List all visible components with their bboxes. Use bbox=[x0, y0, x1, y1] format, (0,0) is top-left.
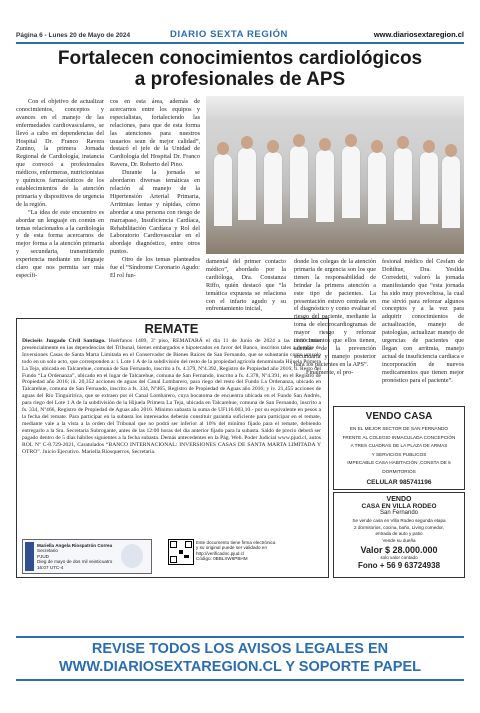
article-paragraph: cos en esta área, además de acercarnos entre los equipos y especialistas, fortaleciendo las relaciones, para que de esta forma las atenciones para nuestros usuarios sean de mejor calidad”, destacó el jefe de la Unidad de Cardiología del Hospital Dr. Franco Ravera, Dr. Roberto del Pino. bbox=[110, 98, 200, 169]
article-title-line1: Fortalecen conocimientos cardiológicos bbox=[57, 48, 423, 69]
ad-vendo-casa-villa-rodeo bbox=[333, 492, 465, 578]
banner-line2[interactable]: WWW.DIARIOSEXTAREGION.CL Y SOPORTE PAPEL bbox=[59, 659, 421, 675]
banner-bottom-rule bbox=[16, 679, 464, 681]
article-paragraph: Durante la jornada se abordaron diversas temáticas en relación al manejo de la Hipertensión Arterial Primaria, Arritmias lentas y rápidas, cómo abordar a una persona con riesgo de marcapaso, Insuficiencia Cardíaca, Rehabilitación Cardíaca y Rol del Laboratorio Cardiovascular en el abordaje diagnóstico, entre otros puntos. bbox=[110, 169, 200, 256]
website-link[interactable]: www.diariosextaregion.cl bbox=[373, 30, 464, 39]
article-paragraph: damental del primer contacto médico”, abordado por la cardióloga, Dra. Constanza Riffo, quién destacó que “la temática expuesta se relaciona con el infarto agudo y su enfrentamiento inicial, bbox=[206, 258, 286, 313]
ad-line: A TRES CUADRAS DE LA PLAZA DE ARMAS bbox=[350, 443, 448, 449]
ad-subtitle: CASA EN VILLA RODEO bbox=[361, 503, 437, 510]
doc-note-3[interactable]: http://verificadoc.pjud.cl bbox=[196, 550, 245, 556]
ad-title: VENDO CASA bbox=[365, 411, 433, 422]
article-title bbox=[16, 48, 464, 90]
article-title-line2: a profesionales de APS bbox=[134, 69, 346, 90]
article-paragraph: Con el objetivo de actualizar conocimientos, conceptos y avances en el manejo de las enfermedades cardiovasculares, se llevó a cabo en dependencias del Hospital Dr. Franco Ravera Zunino, la primera Jornada Regional de Cardiología, instancia que convocó a profesionales médicos, enfermeras, nutricionistas y químicos farmacéuticos de los establecimientos de la atención primaria y dispositivos de urgencia de la región. bbox=[16, 98, 104, 208]
ad-phone: CELULAR 985741196 bbox=[366, 478, 432, 486]
doc-code: Código: 0BBLXW6PBHM bbox=[196, 556, 248, 562]
document-validation-note bbox=[196, 540, 275, 562]
qr-code-icon bbox=[168, 539, 194, 565]
ad-line: IMPECABLE CASA HABITACIÓN ,CONSTA DE 6 DORMITORIOS bbox=[347, 460, 451, 474]
page-info: Página 6 - Lunes 20 de Mayo de 2024 bbox=[16, 32, 131, 39]
ad-phone: Fono + 56 9 63724938 bbox=[357, 561, 441, 571]
header-divider bbox=[16, 42, 464, 44]
article-paragraph: fesional médico del Cesfam de Doñihue, Dra. Yesilda Corredetti, valoró la jornada manifestando que “esta jornada ha sido muy provechosa, la cual me sirvió para reforzar algunos conceptos y a la vez para adquirir conocimientos de actualización, manejo de patologías, actualizar manejo de urgencias de pacientes que llegan con arritmia, manejo actual de insuficiencia cardiaca e incorporación de nuevos medicamentos que tienen mejor pronóstico para el paciente”. bbox=[382, 258, 464, 384]
signer-org: PJUD bbox=[37, 553, 49, 559]
signer-role: Secretario bbox=[37, 548, 58, 554]
ad-line: 2 dormitorios, cocina, baño, Living comedor, bbox=[354, 524, 444, 530]
signature-stripe bbox=[25, 542, 34, 571]
article-paragraph: “La idea de este encuentro es abordar un lenguaje en común en temas relacionados a la cardiología y de esta forma acercarnos de mejor forma a la atención primaria y secundaria, transmitiendo experiencia mediante un lenguaje claro que nos permita ser más específi- bbox=[16, 208, 104, 279]
article-paragraph: donde los colegas de la atención primaria de urgencia son los que tienen la responsabilidad de brindar la primera atención a este tipo de pacientes. La presentación estuvo centrada en el diagnóstico y como evaluar el riesgo del paciente, mediante la toma de electrocardiogramas de mayor riesgo y reforzar conocimientos que ellos tienen, además de la prevención secundaria y manejo posterior para los pacientes en la APS”. bbox=[294, 258, 376, 368]
remate-lead: Dieciséis Juzgado Civil Santiago. bbox=[22, 338, 106, 344]
banner-line1: REVISE TODOS LOS AVISOS LEGALES EN bbox=[91, 641, 389, 657]
doc-note-1: Este documento tiene firma electrónica bbox=[196, 540, 276, 545]
electronic-signature-box bbox=[22, 539, 152, 574]
doctors-group-photo bbox=[206, 96, 464, 254]
ad-line: Y SERVICIOS PUBLICOS bbox=[371, 451, 427, 457]
article-column-5 bbox=[382, 258, 464, 385]
doc-note-2: y su original puede ser validado en bbox=[196, 545, 267, 551]
signer-name: Mariella Angela Riospatrón Correa bbox=[37, 543, 113, 548]
banner-top-rule bbox=[16, 636, 464, 638]
ad-line: Vende su dueña bbox=[382, 537, 416, 543]
ad-city: San Fernando bbox=[379, 510, 419, 516]
legal-notices-banner bbox=[16, 640, 464, 676]
article-column-2 bbox=[110, 98, 200, 280]
article-column-3 bbox=[206, 258, 286, 313]
ad-price: Valor $ 28.000.000 bbox=[360, 545, 438, 556]
article-paragraph: Otro de los temas planteados fue el “Síndrome Coronario Agudo: El rol fun- bbox=[110, 256, 200, 279]
ad-line: entrada de auto y patio bbox=[375, 531, 423, 537]
ad-vendo-casa bbox=[333, 406, 465, 490]
ad-line: FRENTE AL COLEGIO INMACULADA CONCEPCIÓN bbox=[342, 434, 456, 440]
ad-line: EN EL MEJOR SECTOR DE SAN FERNANDO bbox=[349, 426, 449, 431]
section-name: DIARIO SEXTA REGIÓN bbox=[170, 29, 289, 40]
ad-title: VENDO bbox=[386, 496, 412, 503]
lock-icon bbox=[121, 544, 143, 568]
remate-title: REMATE bbox=[144, 321, 199, 336]
sign-time: 16:07 UTC-4 bbox=[37, 564, 64, 570]
remate-text: Huérfanos 1409, 3º piso, REMATARÁ el día 11 de Junio de 2024 a las 10:30 horas presencialmente en las dependencias del Tribunal, bienes embargados e hipotecados en favor del Banco, inscritos tales a nombre de Inversiones Casas de Santa Marta Limitada en el Conservador de Bienes Raíces de San Fernando, que se subastarán como un solo todo en un solo acto, que corresponden a: i. Lote 1 A de la subdivisión del resto de la propiedad agrícola denominada Hijuela Primera La Teja, ubicada en Talcarehue, comuna de San Fernando, inscrito a fs. 4.379, Nº4.392, Registro de Propiedad año 2016; ii. Resto del Fundo “La Ordenanza”, ubicado en el lugar de Talcarehue, comuna de San Fernando, inscrito a fs. 4.378, Nº4.391, en el Registro de Propiedad año 2016; iii. 20,352 acciones de aguas del Canal Lombarero, para riego del resto del Fundo La Ordenanza, ubicado en Talcarehue, comuna de San Fernando, inscrito a fs. 334, Nº465, Registro de Propiedad de Aguas año 2016; y iv. 21,455 acciones de aguas del Río Tinguiririca, que se extraen por el Canal Lombarero, cuya bocatoma de encuentra ubicada en el Fundo San Andrés, para riego del Lote 1 A de la subdivisión de la Hijuela Primera La Teja, ubicada en Talcarehue, comuna de San Fernando, inscrito a fs. 334, Nº466, Registro de Propiedad de Aguas año 2016. Mínimo subasta la suma de UF116.003,10.- por su equivalente en pesos a la fecha del remate. Para participar en la subasta los interesados deberán constituir garantía suficiente para participar en el remate, mediante vale a la vista a la orden del Tribunal que no podrá ser inferior al 10% del mínimo fijado para el remate, debiendo entregarlo a la Sra. Secretaria Subrogante, antes de las 12:00 horas del día anterior fijado para la subasta. Saldo de precio deberá ser pagado dentro de 5 días hábiles siguientes a la fecha subasta. Demás antecedentes en la Pág. Web. Poder Judicial www.pjud.cl, autos ROL Nº C-8.729-2021, Caratulados “BANCO INTERNACIONAL/ INVERSIONES CASAS DE SANTA MARTA LIMITADA Y OTRO”. Juicio Ejecutivo. Mariella Riosquerros, Secretaria. bbox=[22, 338, 321, 455]
ad-cash-note: solo valor contado bbox=[380, 555, 418, 561]
ad-line: Se vende casa en Villa Rodeo segunda etapa bbox=[352, 518, 446, 523]
remate-body bbox=[22, 338, 321, 455]
sign-date: Dieg de mayo de dos mil veinticuatro bbox=[37, 559, 113, 565]
article-column-1 bbox=[16, 98, 104, 280]
article-paragraph: Finalmente, el pro- bbox=[306, 368, 354, 376]
